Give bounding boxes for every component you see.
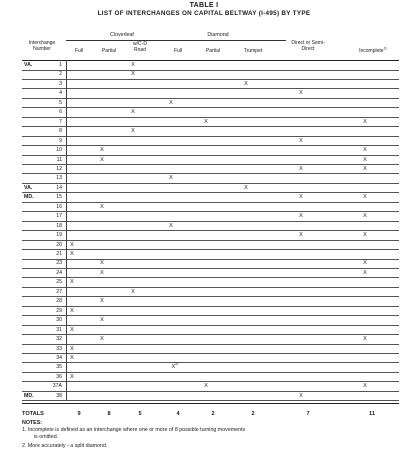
header-clover-cd: w/C-D Road bbox=[133, 41, 147, 53]
row-mark-incomplete: X bbox=[363, 194, 367, 201]
row-mark-direct: X bbox=[299, 194, 303, 201]
row-rule bbox=[22, 88, 399, 89]
total-direct: 7 bbox=[306, 411, 310, 417]
row-rule bbox=[22, 107, 399, 108]
row-rule bbox=[22, 183, 399, 184]
row-interchange-number: 24 bbox=[56, 269, 62, 276]
row-mark-clover-partial: X bbox=[100, 203, 104, 210]
row-interchange-number: 29 bbox=[56, 307, 62, 314]
row-mark-clover-full: X bbox=[70, 241, 74, 248]
row-rule bbox=[22, 287, 399, 288]
total-diamond-partial: 2 bbox=[211, 411, 215, 417]
row-mark-incomplete: X bbox=[363, 213, 367, 220]
totals-label: TOTALS bbox=[22, 411, 44, 417]
row-rule bbox=[22, 296, 399, 297]
row-mark-clover-full: X bbox=[70, 354, 74, 361]
row-interchange-number: 25 bbox=[56, 279, 62, 286]
note-1-line-2: is omitted. bbox=[34, 434, 59, 440]
row-mark-incomplete: X bbox=[363, 165, 367, 172]
row-mark-clover-cd: X bbox=[131, 288, 135, 295]
row-interchange-number: 30 bbox=[56, 317, 62, 324]
row-rule bbox=[22, 306, 399, 307]
row-interchange-number: 37A bbox=[52, 383, 62, 390]
header-diamond-full: Full bbox=[173, 48, 183, 54]
row-rule bbox=[22, 315, 399, 316]
row-rule bbox=[22, 391, 399, 392]
header-trumpet: Trumpet bbox=[243, 48, 263, 54]
header-clover-full: Full bbox=[74, 48, 84, 54]
header-rule bbox=[22, 60, 399, 61]
row-interchange-number: 20 bbox=[56, 241, 62, 248]
row-mark-direct: X bbox=[299, 213, 303, 220]
header-incomplete bbox=[348, 45, 398, 54]
header-incomplete-label: Incomplete bbox=[359, 48, 384, 54]
row-mark-diamond-trumpet: X bbox=[244, 184, 248, 191]
row-mark-clover-partial: X bbox=[100, 156, 104, 163]
row-rule bbox=[22, 362, 399, 363]
group-diamond: Diamond bbox=[207, 32, 229, 38]
row-mark-direct: X bbox=[299, 232, 303, 239]
row-mark-diamond-partial: X bbox=[204, 383, 208, 390]
group-diamond-line bbox=[166, 40, 286, 41]
row-mark-clover-full: X bbox=[70, 373, 74, 380]
row-rule bbox=[22, 117, 399, 118]
row-rule bbox=[22, 240, 399, 241]
row-interchange-number: 12 bbox=[56, 165, 62, 172]
row-interchange-number: 8 bbox=[59, 128, 62, 135]
row-mark-clover-partial: X bbox=[100, 147, 104, 154]
row-interchange-number: 10 bbox=[56, 147, 62, 154]
row-interchange-number: 38 bbox=[56, 392, 62, 399]
row-state-label: VA. bbox=[24, 184, 33, 191]
row-rule bbox=[22, 79, 399, 80]
row-mark-diamond-full: X bbox=[169, 222, 173, 229]
row-mark-incomplete: X bbox=[363, 156, 367, 163]
row-interchange-number: 15 bbox=[56, 194, 62, 201]
row-interchange-number: 5 bbox=[59, 99, 62, 106]
total-clover-partial: 8 bbox=[107, 411, 111, 417]
row-interchange-number: 17 bbox=[56, 213, 62, 220]
header-interchange-number: Interchange Number bbox=[28, 40, 56, 52]
row-interchange-number: 14 bbox=[56, 184, 62, 191]
row-rule bbox=[22, 372, 399, 373]
note-2: 2. More accurately - a split diamond. bbox=[22, 443, 108, 449]
row-interchange-number: 28 bbox=[56, 298, 62, 305]
total-clover-cd: 5 bbox=[138, 411, 142, 417]
row-rule bbox=[22, 192, 399, 193]
row-rule bbox=[22, 344, 399, 345]
row-mark-clover-partial: X bbox=[100, 336, 104, 343]
row-interchange-number: 36 bbox=[56, 373, 62, 380]
row-rule bbox=[22, 249, 399, 250]
row-interchange-number: 13 bbox=[56, 175, 62, 182]
row-mark-diamond-partial: X bbox=[204, 118, 208, 125]
row-rule bbox=[22, 334, 399, 335]
row-mark-diamond-full: $X^{2/}$ bbox=[171, 361, 179, 371]
row-mark-clover-partial: X bbox=[100, 260, 104, 267]
row-mark-incomplete: X bbox=[363, 336, 367, 343]
row-mark-clover-full: X bbox=[70, 326, 74, 333]
row-mark-clover-partial: X bbox=[100, 269, 104, 276]
row-mark-direct: X bbox=[299, 165, 303, 172]
row-rule bbox=[22, 381, 399, 382]
header-incomplete-note-mark: 1/ bbox=[383, 45, 387, 51]
row-rule bbox=[22, 259, 399, 260]
row-interchange-number: 31 bbox=[56, 326, 62, 333]
row-mark-direct: X bbox=[299, 90, 303, 97]
table-title: TABLE I bbox=[189, 2, 219, 9]
table-subtitle: LIST OF INTERCHANGES ON CAPITAL BELTWAY (I-495) BY TYPE bbox=[97, 10, 311, 17]
total-trumpet: 2 bbox=[251, 411, 255, 417]
row-mark-direct: X bbox=[299, 392, 303, 399]
row-mark-clover-full: X bbox=[70, 345, 74, 352]
row-rule bbox=[22, 325, 399, 326]
header-diamond-partial: Partial bbox=[205, 48, 221, 54]
row-mark-clover-cd: X bbox=[131, 62, 135, 68]
row-rule bbox=[22, 136, 399, 137]
row-mark-diamond-trumpet: X bbox=[244, 80, 248, 87]
row-rule bbox=[22, 211, 399, 212]
row-interchange-number: 34 bbox=[56, 354, 62, 361]
row-rule bbox=[22, 277, 399, 278]
row-mark-clover-partial: X bbox=[100, 298, 104, 305]
row-mark-incomplete: X bbox=[363, 118, 367, 125]
row-mark-clover-cd: X bbox=[131, 109, 135, 116]
row-mark-clover-full: X bbox=[70, 251, 74, 257]
row-mark-incomplete: X bbox=[363, 383, 367, 390]
row-mark-clover-full: X bbox=[70, 307, 74, 314]
row-rule bbox=[22, 230, 399, 231]
row-state-label: MD. bbox=[24, 392, 34, 399]
row-mark-incomplete: X bbox=[363, 147, 367, 154]
row-interchange-number: 9 bbox=[59, 137, 62, 144]
row-interchange-number: 23 bbox=[56, 260, 62, 267]
row-rule bbox=[22, 353, 399, 354]
row-mark-clover-cd: X bbox=[131, 128, 135, 135]
row-mark-clover-partial: X bbox=[100, 317, 104, 324]
row-interchange-number: 16 bbox=[56, 203, 62, 210]
row-interchange-number: 6 bbox=[59, 109, 62, 116]
notes-heading: NOTES: bbox=[22, 420, 43, 426]
row-interchange-number: 35 bbox=[56, 364, 62, 371]
row-interchange-number: 19 bbox=[56, 232, 62, 239]
row-interchange-number: 7 bbox=[59, 118, 62, 125]
row-mark-diamond-full: X bbox=[169, 175, 173, 182]
row-rule bbox=[22, 221, 399, 222]
total-incomplete: 11 bbox=[369, 411, 375, 417]
row-footnote-mark: 2/ bbox=[175, 361, 179, 367]
row-rule bbox=[22, 155, 399, 156]
row-interchange-number: 4 bbox=[59, 90, 62, 97]
row-interchange-number: 27 bbox=[56, 288, 62, 295]
header-direct: Direct or Semi-Direct bbox=[291, 40, 325, 52]
state-column-divider bbox=[66, 60, 67, 400]
row-interchange-number: 32 bbox=[56, 336, 62, 343]
row-rule bbox=[22, 145, 399, 146]
row-mark-incomplete: X bbox=[363, 260, 367, 267]
row-interchange-number: 3 bbox=[59, 80, 62, 87]
row-mark-direct: X bbox=[299, 137, 303, 144]
row-state-label: VA. bbox=[24, 62, 33, 68]
header-clover-partial: Partial bbox=[101, 48, 117, 54]
row-mark-incomplete: X bbox=[363, 232, 367, 239]
row-mark-clover-cd: X bbox=[131, 71, 135, 78]
group-cloverleaf: Cloverleaf bbox=[110, 32, 134, 38]
row-rule bbox=[22, 202, 399, 203]
row-rule bbox=[22, 268, 399, 269]
row-state-label: MD. bbox=[24, 194, 34, 201]
note-1-line-1: 1. Incomplete is defined as an interchange where one or more of 8 possible turning movements bbox=[22, 427, 246, 433]
row-rule bbox=[22, 126, 399, 127]
row-interchange-number: 1 bbox=[59, 62, 62, 68]
row-interchange-number: 21 bbox=[56, 251, 62, 257]
row-rule bbox=[22, 98, 399, 99]
row-rule bbox=[22, 400, 399, 401]
total-diamond-full: 4 bbox=[176, 411, 180, 417]
row-mark-clover-full: X bbox=[70, 279, 74, 286]
row-interchange-number: 33 bbox=[56, 345, 62, 352]
totals-rule bbox=[22, 403, 399, 404]
row-rule bbox=[22, 164, 399, 165]
row-mark-incomplete: X bbox=[363, 269, 367, 276]
row-rule bbox=[22, 173, 399, 174]
row-rule bbox=[22, 70, 399, 71]
row-interchange-number: 2 bbox=[59, 71, 62, 78]
row-interchange-number: 18 bbox=[56, 222, 62, 229]
row-interchange-number: 11 bbox=[56, 156, 62, 163]
total-clover-full: 9 bbox=[77, 411, 81, 417]
row-mark-diamond-full: X bbox=[169, 99, 173, 106]
